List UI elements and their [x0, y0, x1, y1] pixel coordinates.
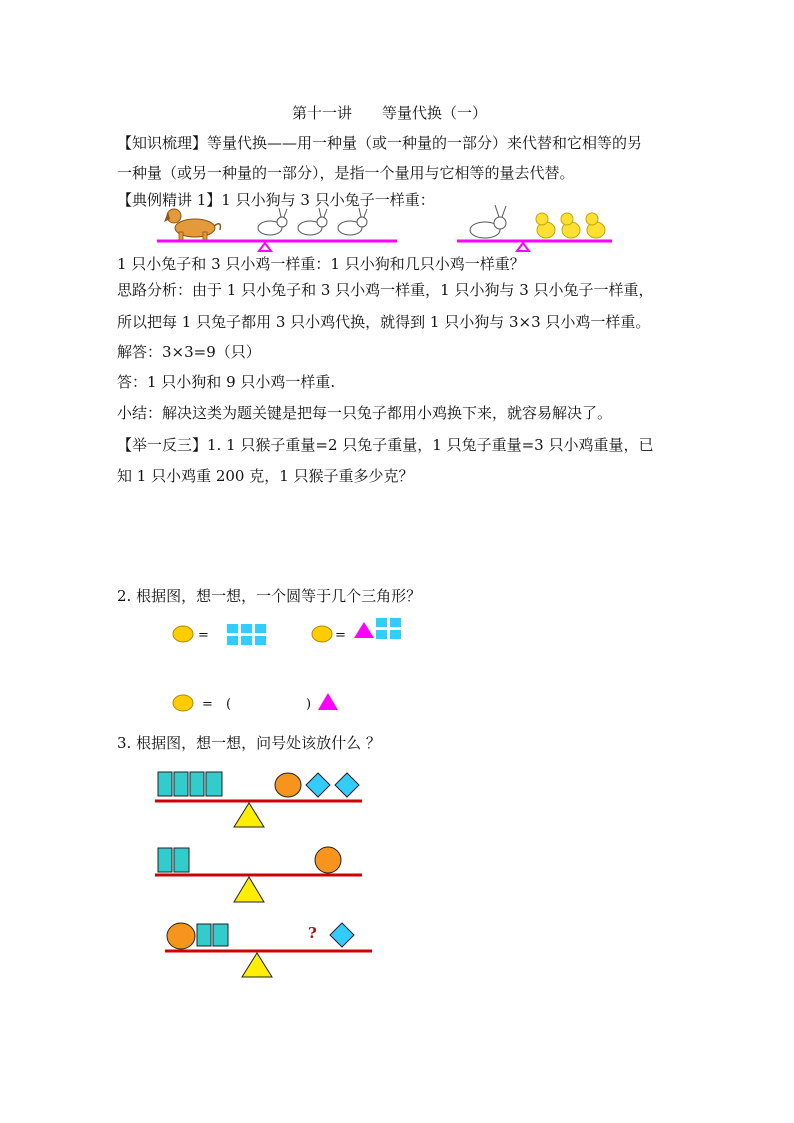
close-paren: )	[306, 697, 312, 712]
analysis-line-1: 思路分析：由于 1 只小兔子和 3 只小鸡一样重，1 只小狗与 3 只小兔子一样重，	[117, 281, 654, 299]
rectangle-group	[197, 924, 228, 946]
oval-icon	[173, 626, 193, 642]
equals-sign: =	[335, 628, 346, 643]
balance-scale-2	[155, 847, 362, 902]
practice-q3: 3. 根据图，想一想，问号处该放什么 ？	[117, 734, 381, 752]
triangle-icon	[318, 693, 338, 710]
rectangle-group	[158, 848, 189, 872]
right-fulcrum	[517, 243, 529, 251]
oval-icon	[312, 626, 332, 642]
rabbit-image	[470, 205, 506, 238]
square-group	[376, 618, 401, 639]
open-paren: (	[226, 697, 232, 712]
fulcrum	[242, 953, 272, 977]
balance-illustration	[150, 200, 620, 255]
question-mark: ?	[308, 924, 317, 942]
circle-icon	[275, 773, 301, 797]
left-fulcrum	[259, 243, 271, 251]
circle-icon	[167, 923, 195, 949]
rectangle-group	[158, 772, 222, 796]
balance-scale-1	[155, 772, 362, 827]
answer: 答：1 只小狗和 9 只小鸡一样重.	[117, 373, 336, 391]
example-question: 1 只小兔子和 3 只小鸡一样重：1 只小狗和几只小鸡一样重？	[117, 255, 525, 273]
practice-q2: 2. 根据图，想一想，一个圆等于几个三角形？	[117, 587, 422, 605]
fulcrum	[234, 803, 264, 827]
square-group	[227, 624, 266, 645]
knowledge-line-1: 【知识梳理】等量代换——用一种量（或一种量的一部分）来代替和它相等的另	[117, 134, 643, 152]
dog-image	[164, 209, 220, 240]
equals-sign: =	[198, 628, 209, 643]
summary: 小结：解决这类为题关键是把每一只兔子都用小鸡换下来，就容易解决了。	[117, 404, 613, 422]
diamond-icon	[306, 773, 330, 797]
balance-scales-figure	[150, 765, 380, 985]
equals-sign: =	[202, 697, 213, 712]
page-title: 第十一讲 等量代换（一）	[292, 104, 488, 122]
rabbit-image	[258, 208, 367, 235]
balance-scale-3	[165, 923, 372, 977]
practice-q1-line-2: 知 1 只小鸡重 200 克，1 只猴子重多少克？	[117, 467, 414, 485]
practice-q1-line-1: 【举一反三】1. 1 只猴子重量=2 只兔子重量，1 只兔子重量=3 只小鸡重量，已	[117, 436, 654, 454]
example-intro: 【典例精讲 1】1 只小狗与 3 只小兔子一样重：	[117, 191, 435, 209]
circle-icon	[315, 847, 341, 873]
analysis-line-2: 所以把每 1 只兔子都用 3 只小鸡代换，就得到 1 只小狗与 3×3 只小鸡一样重。	[117, 313, 651, 331]
triangle-icon	[354, 622, 374, 638]
solution: 解答：3×3=9（只）	[117, 343, 261, 361]
oval-icon	[173, 695, 193, 711]
fulcrum	[234, 877, 264, 902]
diamond-icon	[330, 923, 354, 947]
diamond-icon	[335, 773, 359, 797]
knowledge-line-2: 一种量（或另一种量的一部分），是指一个量用与它相等的量去代替。	[117, 164, 575, 182]
chick-image	[536, 213, 605, 238]
